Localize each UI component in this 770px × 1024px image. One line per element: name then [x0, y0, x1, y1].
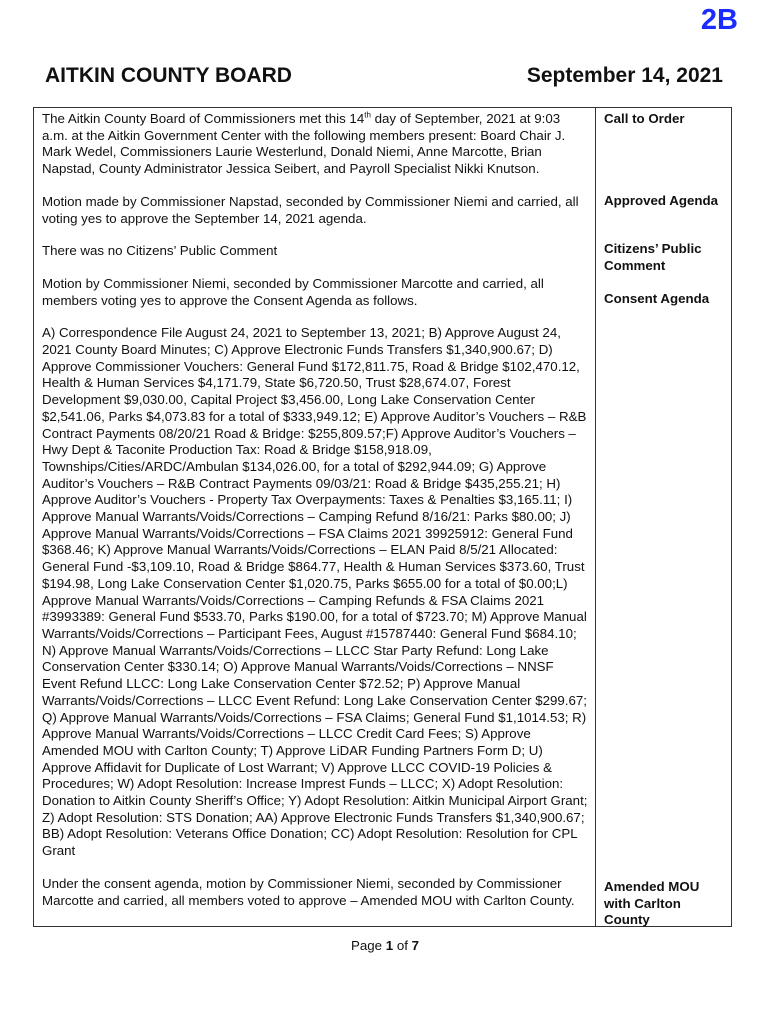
approved-agenda-paragraph: Motion made by Commissioner Napstad, seconded by Commissioner Niemi and carried, all voting yes to approve the September 14, 2021 agenda.	[42, 193, 579, 226]
minutes-table	[33, 107, 732, 927]
call-to-order-text-start: The Aitkin County Board of Commissioners met this 14	[42, 111, 365, 126]
label-amended-mou: Amended MOU with Carlton County	[604, 879, 700, 928]
page-total: 7	[411, 938, 420, 953]
document-header	[45, 64, 723, 88]
label-citizens-comment: Citizens’ Public Comment	[604, 241, 702, 273]
call-to-order-paragraph	[42, 111, 589, 178]
consent-agenda-paragraph: Motion by Commissioner Niemi, seconded by Commissioner Marcotte and carried, all members voting yes to approve the Consent Agenda as follows.	[42, 275, 544, 308]
page-word: Page	[350, 938, 383, 953]
minutes-label-column	[596, 108, 731, 926]
page-number: 1	[385, 938, 394, 953]
consent-items-paragraph: A) Correspondence File August 24, 2021 to September 13, 2021; B) Approve August 24, 2021 County Board Minutes; C) Approve Electronic Funds Transfers $1,340,900.67; D) Approve Commissioner Vouchers: General Fund $172,811.75, Road & Bridge $102,470.12, Health & Human Services $4,171.79, State $6,720.50, Trust $28,674.07, Forest Development $9,030.00, Capital Project $3,456.00, Long Lake Conservation Center $2,541.06, Parks $4,073.83 for a total of $333,949.12; E) Approve Auditor’s Vouchers – R&B Contract Payments 08/20/21 Road & Bridge: $255,809.57;F) Approve Auditor’s Vouchers – Hwy Dept & Taconite Production Tax: Road & Bridge $158,918.09, Townships/Cities/ARDC/Ambulan $134,026.00, for a total of $292,944.09; G) Approve Auditor’s Vouchers – R&B Contract Payments 09/03/21: Road & Bridge $435,255.21; H) Approve Auditor’s Vouchers - Property Tax Overpayments: Taxes & Penalties $3,165.11; I) Approve Manual Warrants/Voids/Corrections – Camping Refund 8/16/21: Parks $80.00; J) Approve Manual Warrants/Voids/Corrections – FSA Claims 2021 39925912: General Fund $368.46; K) Approve Manual Warrants/Voids/Corrections – ELAN Paid 8/5/21 Allocated: General Fund -$3,109.10, Road & Bridge $864.77, Health & Human Services $373.60, Trust $194.98, Long Lake Conservation Center $1,020.75, Parks $655.00 for a total of $0.00;L) Approve Manual Warrants/Voids/Corrections – Camping Refunds & FSA Claims 2021 #3993389: General Fund $533.70, Parks $190.00, for a total of $723.70; M) Approve Manual Warrants/Voids/Corrections – Participant Fees, August #15787440: General Fund $684.10; N) Approve Manual Warrants/Voids/Corrections – LLCC Star Party Refund: Long Lake Conservation Center $330.14; O) Approve Manual Warrants/Voids/Corrections – NNSF Event Refund LLCC: Long Lake Conservation Center $72.52; P) Approve Manual Warrants/Voids/Corrections – LLCC Event Refund: Long Lake Conservation Center $299.67; Q) Approve Manual Warrants/Voids/Corrections – FSA Claims; General Fund $1,1014.53; R) Approve Manual Warrants/Voids/Corrections – LLCC Credit Card Fees; S) Approve Amended MOU with Carlton County; T) Approve LiDAR Funding Partners Form D; U) Approve Affidavit for Duplicate of Lost Warrant; V) Approve LLCC COVID-19 Policies & Procedures; W) Adopt Resolution: Increase Imprest Funds – LLCC; X) Adopt Resolution: Donation to Aitkin County Sheriff’s Office; Y) Adopt Resolution: Aitkin Municipal Airport Grant; Z) Adopt Resolution: STS Donation; AA) Approve Electronic Funds Transfers $1,340,900.67; BB) Adopt Resolution: Veterans Office Donation; CC) Adopt Resolution: Resolution for CPL Grant	[42, 325, 588, 859]
call-to-order-text-end: day of September, 2021 at 9:03 a.m. at the Aitkin Government Center with the following members present: Board Chair J. Mark Wedel, Commissioners Laurie Westerlund, Donald Niemi, Anne Marcotte, Brian Napstad, County Administrator Jessica Seibert, and Payroll Specialist Nikki Knutson.	[42, 111, 566, 177]
label-approved-agenda: Approved Agenda	[604, 193, 719, 208]
amended-mou-paragraph: Under the consent agenda, motion by Commissioner Niemi, seconded by Commissioner Marcotte and carried, all members voted to approve – Amended MOU with Carlton County.	[42, 875, 575, 908]
document-tag: 2B	[700, 4, 738, 36]
citizens-comment-paragraph: There was no Citizens’ Public Comment	[42, 243, 278, 259]
board-name: AITKIN COUNTY BOARD	[45, 64, 292, 87]
meeting-date: September 14, 2021	[526, 64, 723, 87]
label-consent-agenda: Consent Agenda	[604, 291, 710, 306]
label-call-to-order: Call to Order	[604, 111, 685, 126]
minutes-body-column	[34, 108, 596, 926]
ordinal-suffix: th	[364, 110, 371, 120]
page-footer	[0, 938, 770, 953]
of-word: of	[396, 938, 408, 953]
